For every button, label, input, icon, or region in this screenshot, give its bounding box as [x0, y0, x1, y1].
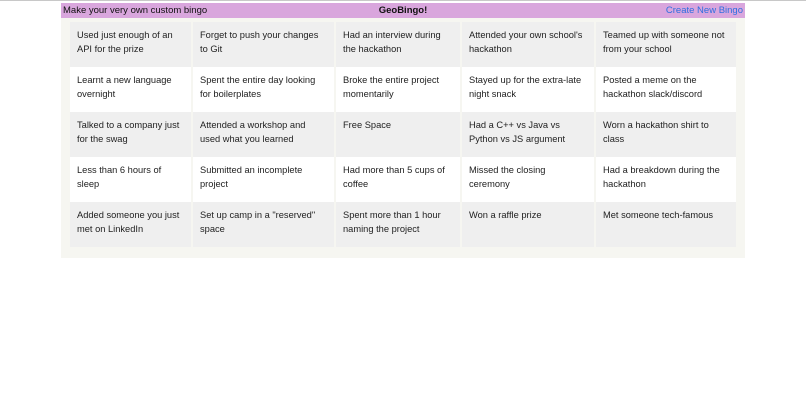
bingo-cell-r1-c3[interactable]: Had an interview during the hackathon: [336, 22, 460, 67]
bingo-cell-r4-c2[interactable]: Submitted an incomplete project: [193, 157, 334, 202]
bingo-cell-r2-c5[interactable]: Posted a meme on the hackathon slack/discord: [596, 67, 736, 112]
bingo-cell-r3-c2[interactable]: Attended a workshop and used what you learned: [193, 112, 334, 157]
bingo-cell-r1-c5[interactable]: Teamed up with someone not from your school: [596, 22, 736, 67]
bingo-cell-r2-c1[interactable]: Learnt a new language overnight: [70, 67, 191, 112]
bingo-cell-r5-c3[interactable]: Spent more than 1 hour naming the project: [336, 202, 460, 247]
bingo-app: [61, 3, 745, 258]
bingo-cell-r4-c3[interactable]: Had more than 5 cups of coffee: [336, 157, 460, 202]
tagline: Make your very own custom bingo: [63, 5, 208, 16]
create-new-bingo-link[interactable]: Create New Bingo: [665, 5, 743, 16]
header-bar: [61, 3, 745, 18]
bingo-cell-r4-c4[interactable]: Missed the closing ceremony: [462, 157, 594, 202]
bingo-cell-r3-c5[interactable]: Worn a hackathon shirt to class: [596, 112, 736, 157]
bingo-cell-r5-c4[interactable]: Won a raffle prize: [462, 202, 594, 247]
bingo-cell-r1-c1[interactable]: Used just enough of an API for the prize: [70, 22, 191, 67]
bingo-cell-r5-c5[interactable]: Met someone tech-famous: [596, 202, 736, 247]
bingo-cell-r5-c1[interactable]: Added someone you just met on LinkedIn: [70, 202, 191, 247]
bingo-cell-r2-c4[interactable]: Stayed up for the extra-late night snack: [462, 67, 594, 112]
bingo-cell-r1-c4[interactable]: Attended your own school's hackathon: [462, 22, 594, 67]
bingo-cell-r5-c2[interactable]: Set up camp in a "reserved" space: [193, 202, 334, 247]
bingo-cell-r3-c4[interactable]: Had a C++ vs Java vs Python vs JS argument: [462, 112, 594, 157]
bingo-board: [70, 22, 736, 247]
bingo-cell-r3-c3[interactable]: Free Space: [336, 112, 460, 157]
bingo-cell-r1-c2[interactable]: Forget to push your changes to Git: [193, 22, 334, 67]
bingo-cell-r4-c5[interactable]: Had a breakdown during the hackathon: [596, 157, 736, 202]
top-divider: [0, 0, 806, 1]
bingo-cell-r3-c1[interactable]: Talked to a company just for the swag: [70, 112, 191, 157]
bingo-cell-r2-c2[interactable]: Spent the entire day looking for boilerplates: [193, 67, 334, 112]
bingo-cell-r4-c1[interactable]: Less than 6 hours of sleep: [70, 157, 191, 202]
bingo-cell-r2-c3[interactable]: Broke the entire project momentarily: [336, 67, 460, 112]
app-title: GeoBingo!: [378, 5, 428, 16]
